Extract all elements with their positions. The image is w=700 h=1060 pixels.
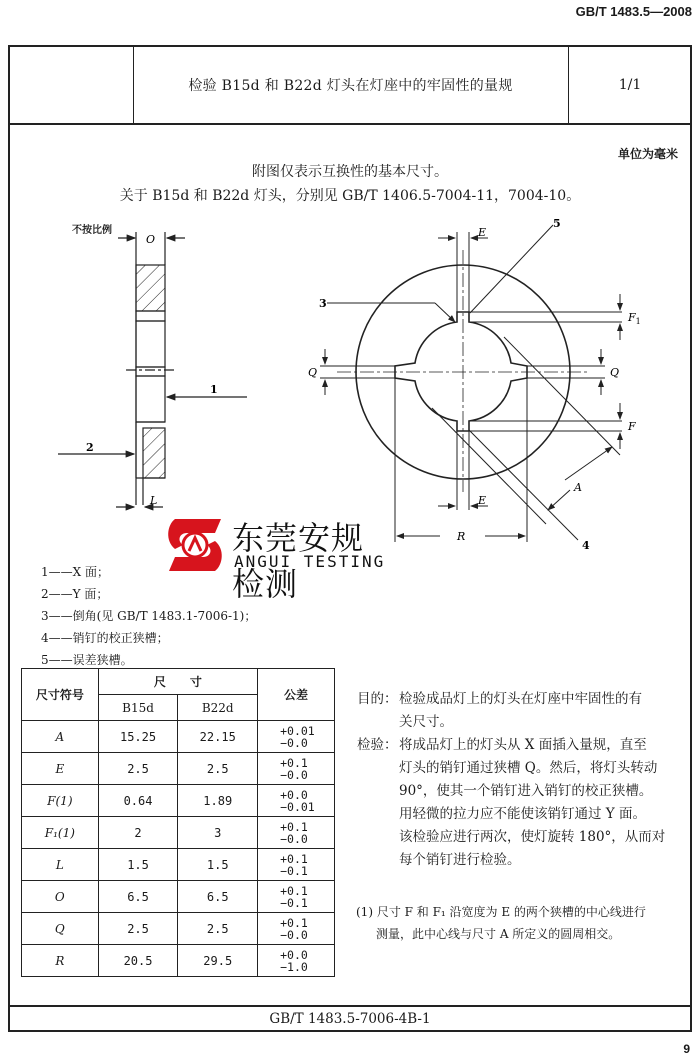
- front-view: [320, 225, 622, 542]
- dim-label-Q-right: Q: [610, 366, 620, 379]
- legend-item: 3——倒角(见 GB/T 1483.1-7006-1)；: [41, 609, 257, 623]
- tol-plus: +0.0: [280, 947, 308, 962]
- cell-b15d: 2.5: [98, 913, 178, 945]
- cell-b15d: 15.25: [98, 721, 178, 753]
- cell-b22d: 1.89: [178, 785, 258, 817]
- unit-note: 单位为毫米: [617, 147, 678, 161]
- dim-label-F: F: [628, 420, 636, 433]
- tol-plus: +0.1: [280, 819, 308, 834]
- footnote-line: 测量，此中心线与尺寸 A 所定义的圆周相交。: [376, 927, 621, 941]
- tol-minus: −0.0: [280, 831, 308, 846]
- tol-plus: +0.1: [280, 755, 308, 770]
- page-number: 9: [683, 1042, 690, 1056]
- inspection-line: 该检验应进行两次，使灯旋转 180°，从而对: [399, 829, 666, 845]
- callout-3: 3: [319, 297, 327, 310]
- cell-b22d: 3: [178, 817, 258, 849]
- callout-4: 4: [582, 539, 590, 552]
- header-b22d: B22d: [178, 695, 258, 721]
- header-dimension: 尺 寸: [98, 669, 257, 695]
- footnote: [356, 901, 691, 945]
- cell-b15d: 2.5: [98, 753, 178, 785]
- dim-label-E-bottom: E: [478, 494, 487, 507]
- cell-symbol: A: [22, 721, 99, 753]
- sheet-code: GB/T 1483.5-7006-4B-1: [269, 1011, 431, 1027]
- purpose-line: 检验成品灯上的灯头在灯座中牢固性的有: [399, 691, 642, 707]
- cell-b22d: 2.5: [178, 913, 258, 945]
- tol-plus: +0.1: [280, 915, 308, 930]
- cell-b22d: 29.5: [178, 945, 258, 977]
- angui-testing-logo: [165, 513, 395, 603]
- callout-2: 2: [86, 441, 94, 454]
- logo-name-en: ANGUI TESTING: [234, 552, 386, 571]
- angui-logo-icon: [165, 515, 225, 575]
- tol-minus: −0.0: [280, 767, 308, 782]
- cell-b22d: 1.5: [178, 849, 258, 881]
- dim-label-E-top: E: [478, 226, 487, 239]
- cell-tolerance: [258, 721, 335, 753]
- cell-symbol: O: [22, 881, 99, 913]
- reference-note: 关于 B15d 和 B22d 灯头，分别见 GB/T 1406.5-7004-11，7004-10。: [119, 188, 581, 204]
- tol-minus: −0.0: [280, 735, 308, 750]
- cell-b15d: 2: [98, 817, 178, 849]
- footnote-line: (1) 尺寸 F 和 F₁ 沿宽度为 E 的两个狭槽的中心线进行: [356, 905, 646, 919]
- header-symbol: 尺寸符号: [22, 669, 99, 721]
- legend-item: 1——X 面；: [41, 565, 109, 579]
- cell-tolerance: [258, 945, 335, 977]
- table-row: [22, 913, 335, 945]
- tol-plus: +0.01: [280, 723, 315, 738]
- table-row: [22, 849, 335, 881]
- dim-label-O: O: [146, 233, 156, 246]
- cell-symbol: F₁(1): [22, 817, 99, 849]
- cell-b22d: 6.5: [178, 881, 258, 913]
- purpose-section: [357, 688, 692, 734]
- table-row: [22, 721, 335, 753]
- callout-1: 1: [210, 383, 218, 396]
- cell-tolerance: [258, 881, 335, 913]
- purpose-line: 关尺寸。: [399, 714, 453, 730]
- cell-b15d: 1.5: [98, 849, 178, 881]
- tol-minus: −0.01: [280, 799, 315, 814]
- cell-b22d: 22.15: [178, 721, 258, 753]
- cell-tolerance: [258, 753, 335, 785]
- dimension-table: [21, 668, 335, 977]
- side-view: [58, 232, 247, 507]
- dim-label-L: L: [150, 494, 158, 507]
- table-row: [22, 817, 335, 849]
- inspection-line: 90°，使其一个销钉进入销钉的校正狭槽。: [399, 783, 653, 799]
- cell-tolerance: [258, 913, 335, 945]
- cell-symbol: F(1): [22, 785, 99, 817]
- tol-plus: +0.1: [280, 883, 308, 898]
- table-header-row: [22, 669, 335, 695]
- scale-note: 不按比例: [72, 225, 112, 236]
- inspection-line: 灯头的销钉通过狭槽 Q。然后，将灯头转动: [399, 760, 658, 776]
- tol-minus: −0.1: [280, 895, 308, 910]
- tol-minus: −1.0: [280, 959, 308, 974]
- standard-number: GB/T 1483.5—2008: [575, 4, 692, 19]
- inspection-label: 检验：: [357, 737, 398, 753]
- cell-tolerance: [258, 849, 335, 881]
- cell-b15d: 0.64: [98, 785, 178, 817]
- cell-symbol: L: [22, 849, 99, 881]
- purpose-label: 目的：: [357, 691, 398, 707]
- cell-b22d: 2.5: [178, 753, 258, 785]
- cell-symbol: R: [22, 945, 99, 977]
- inspection-line: 将成品灯上的灯头从 X 面插入量规，直至: [399, 737, 647, 753]
- inspection-line: 用轻微的拉力应不能使该销钉通过 Y 面。: [399, 806, 646, 822]
- inspection-line: 每个销钉进行检验。: [399, 852, 521, 868]
- dim-label-Q-left: Q: [308, 366, 318, 379]
- cell-symbol: E: [22, 753, 99, 785]
- dim-label-F1: $F_1$: [628, 311, 641, 326]
- cell-tolerance: [258, 785, 335, 817]
- cell-symbol: Q: [22, 913, 99, 945]
- inspection-section: [357, 734, 692, 872]
- table-row: [22, 945, 335, 977]
- table-row: [22, 753, 335, 785]
- legend-item: 2——Y 面；: [41, 587, 109, 601]
- logo-name-cn: 东莞安规检测: [232, 519, 365, 603]
- table-row: [22, 785, 335, 817]
- cell-tolerance: [258, 817, 335, 849]
- tol-plus: +0.1: [280, 851, 308, 866]
- cell-b15d: 20.5: [98, 945, 178, 977]
- gauge-drawing: [0, 215, 700, 552]
- callout-5: 5: [553, 217, 561, 230]
- sheet-title: 检验 B15d 和 B22d 灯头在灯座中的牢固性的量规: [188, 78, 513, 94]
- header-tolerance: 公差: [258, 669, 335, 721]
- basic-dimensions-note: 附图仅表示互换性的基本尺寸。: [252, 164, 448, 180]
- dim-label-R: R: [457, 530, 466, 543]
- tol-minus: −0.0: [280, 927, 308, 942]
- legend-item: 4——销钉的校正狭槽；: [41, 631, 169, 645]
- table-row: [22, 881, 335, 913]
- tol-plus: +0.0: [280, 787, 308, 802]
- dim-label-A: A: [574, 481, 582, 494]
- header-b15d: B15d: [98, 695, 178, 721]
- sheet-index: 1/1: [618, 77, 642, 93]
- legend-item: 5——误差狭槽。: [41, 653, 133, 667]
- tol-minus: −0.1: [280, 863, 308, 878]
- cell-b15d: 6.5: [98, 881, 178, 913]
